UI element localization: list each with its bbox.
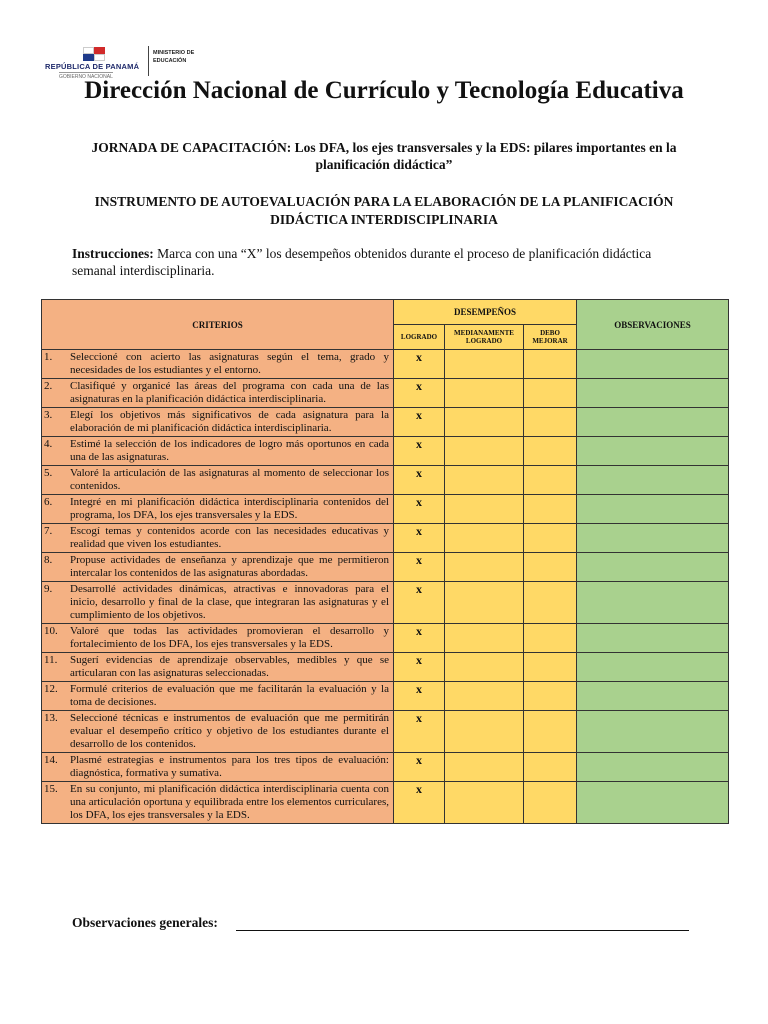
- criterion-cell: [42, 466, 394, 495]
- table-row: [42, 466, 729, 495]
- criterion-text: Valoré la articulación de las asignaturas al momento de seleccionar los contenidos.: [70, 467, 389, 492]
- criterion-cell: [42, 682, 394, 711]
- debo-mejorar-cell[interactable]: [524, 653, 577, 682]
- criterion-number: 8.: [44, 554, 53, 566]
- header-criterios: CRITERIOS: [42, 300, 394, 350]
- criterion-text: Clasifiqué y organicé las áreas del programa con cada una de las asignaturas en la planificación didáctica interdisciplinaria.: [70, 380, 389, 405]
- medianamente-cell[interactable]: [445, 682, 524, 711]
- logrado-cell[interactable]: x: [394, 582, 445, 624]
- table-row: [42, 495, 729, 524]
- logrado-cell[interactable]: x: [394, 782, 445, 824]
- logrado-cell[interactable]: x: [394, 350, 445, 379]
- observaciones-cell[interactable]: [577, 682, 729, 711]
- criterion-number: 1.: [44, 351, 53, 363]
- observaciones-cell[interactable]: [577, 408, 729, 437]
- observaciones-cell[interactable]: [577, 524, 729, 553]
- training-subtitle: JORNADA DE CAPACITACIÓN: Los DFA, los ejes transversales y la EDS: pilares importantes en la planificación didáctica”: [91, 140, 677, 172]
- criterion-text: Formulé criterios de evaluación que me facilitarán la evaluación y la toma de decisiones.: [70, 683, 389, 708]
- medianamente-cell[interactable]: [445, 753, 524, 782]
- medianamente-cell[interactable]: [445, 524, 524, 553]
- medianamente-cell[interactable]: [445, 653, 524, 682]
- criterion-cell: [42, 350, 394, 379]
- table-row: [42, 624, 729, 653]
- medianamente-cell[interactable]: [445, 350, 524, 379]
- debo-mejorar-cell[interactable]: [524, 582, 577, 624]
- observaciones-cell[interactable]: [577, 782, 729, 824]
- debo-mejorar-cell[interactable]: [524, 408, 577, 437]
- logo-government: GOBIERNO NACIONAL: [59, 74, 113, 80]
- criterion-text: En su conjunto, mi planificación didáctica interdisciplinaria cuenta con una articulación oportuna y equilibrada entre los elementos curriculares, los DFA, los ejes transversales y la EDS.: [70, 783, 389, 821]
- medianamente-cell[interactable]: [445, 408, 524, 437]
- table-row: [42, 524, 729, 553]
- header-medianamente: MEDIANAMENTE LOGRADO: [445, 325, 524, 350]
- criterion-text: Sugerí evidencias de aprendizaje observables, medibles y que se articularan con las asignaturas seleccionadas.: [70, 654, 389, 679]
- criterion-text: Seleccioné con acierto las asignaturas según el tema, grado y necesidades de los estudiantes y el entorno.: [70, 351, 389, 376]
- logrado-cell[interactable]: x: [394, 466, 445, 495]
- criterion-number: 11.: [44, 654, 58, 666]
- logrado-cell[interactable]: x: [394, 495, 445, 524]
- logo-ministry-line1: MINISTERIO DE: [153, 50, 195, 56]
- logo-divider: [148, 46, 149, 76]
- debo-mejorar-cell[interactable]: [524, 524, 577, 553]
- observaciones-cell[interactable]: [577, 582, 729, 624]
- medianamente-cell[interactable]: [445, 466, 524, 495]
- observaciones-cell[interactable]: [577, 437, 729, 466]
- criterion-number: 12.: [44, 683, 58, 695]
- debo-mejorar-cell[interactable]: [524, 350, 577, 379]
- observaciones-cell[interactable]: [577, 495, 729, 524]
- debo-mejorar-cell[interactable]: [524, 437, 577, 466]
- observaciones-cell[interactable]: [577, 753, 729, 782]
- observaciones-cell[interactable]: [577, 624, 729, 653]
- table-row: [42, 582, 729, 624]
- logrado-cell[interactable]: x: [394, 379, 445, 408]
- logrado-cell[interactable]: x: [394, 753, 445, 782]
- header-desempenos: DESEMPEÑOS: [394, 300, 577, 325]
- table-row: [42, 753, 729, 782]
- criterion-number: 15.: [44, 783, 58, 795]
- criterion-cell: [42, 582, 394, 624]
- medianamente-cell[interactable]: [445, 437, 524, 466]
- general-observations-label: Observaciones generales:: [72, 915, 218, 930]
- criterion-cell: [42, 653, 394, 682]
- header-observaciones: OBSERVACIONES: [577, 300, 729, 350]
- debo-mejorar-cell[interactable]: [524, 782, 577, 824]
- table-row: [42, 379, 729, 408]
- table-row: [42, 782, 729, 824]
- criterion-cell: [42, 524, 394, 553]
- criterion-text: Plasmé estrategias e instrumentos para los tres tipos de evaluación: diagnóstica, formativa y sumativa.: [70, 754, 389, 779]
- criteria-rows: [42, 350, 729, 824]
- debo-mejorar-cell[interactable]: [524, 379, 577, 408]
- logrado-cell[interactable]: x: [394, 437, 445, 466]
- medianamente-cell[interactable]: [445, 782, 524, 824]
- general-observations-field[interactable]: [236, 930, 689, 931]
- criterion-number: 2.: [44, 380, 53, 392]
- observaciones-cell[interactable]: [577, 653, 729, 682]
- criterion-text: Elegí los objetivos más significativos de cada asignatura para la elaboración de mi planificación didáctica interdisciplinaria.: [70, 409, 389, 434]
- debo-mejorar-cell[interactable]: [524, 753, 577, 782]
- criterion-cell: [42, 437, 394, 466]
- observaciones-cell[interactable]: [577, 350, 729, 379]
- criterion-text: Estimé la selección de los indicadores de logro más oportunos en cada una de las asignaturas.: [70, 438, 389, 463]
- criterion-number: 4.: [44, 438, 53, 450]
- medianamente-cell[interactable]: [445, 379, 524, 408]
- medianamente-cell[interactable]: [445, 624, 524, 653]
- debo-mejorar-cell[interactable]: [524, 495, 577, 524]
- criterion-text: Valoré que todas las actividades promovieran el desarrollo y fortalecimiento de los DFA, los ejes transversales y la EDS.: [70, 625, 389, 650]
- logrado-cell[interactable]: x: [394, 711, 445, 753]
- criterion-number: 9.: [44, 583, 53, 595]
- criterion-cell: [42, 379, 394, 408]
- criterion-cell: [42, 782, 394, 824]
- medianamente-cell[interactable]: [445, 582, 524, 624]
- criterion-cell: [42, 711, 394, 753]
- observaciones-cell[interactable]: [577, 466, 729, 495]
- self-evaluation-table: [41, 299, 729, 824]
- observaciones-cell[interactable]: [577, 711, 729, 753]
- logo-republic: REPÚBLICA DE PANAMÁ: [45, 62, 140, 71]
- observaciones-cell[interactable]: [577, 553, 729, 582]
- criterion-number: 7.: [44, 525, 53, 537]
- criterion-text: Integré en mi planificación didáctica interdisciplinaria contenidos del programa, los DFA, los ejes transversales y la EDS.: [70, 496, 389, 521]
- medianamente-cell[interactable]: [445, 711, 524, 753]
- logrado-cell[interactable]: x: [394, 408, 445, 437]
- criterion-text: Desarrollé actividades dinámicas, atractivas e innovadoras para el inicio, desarrollo y final de la clase, que integraran las asignaturas y el cumplimiento de los objetivos.: [70, 583, 389, 621]
- criterion-cell: [42, 753, 394, 782]
- header-logrado: LOGRADO: [394, 325, 445, 350]
- instructions: [72, 245, 692, 279]
- debo-mejorar-cell[interactable]: [524, 466, 577, 495]
- table-row: [42, 437, 729, 466]
- logrado-cell[interactable]: x: [394, 653, 445, 682]
- criterion-number: 10.: [44, 625, 58, 637]
- logrado-cell[interactable]: x: [394, 524, 445, 553]
- instrument-heading: INSTRUMENTO DE AUTOEVALUACIÓN PARA LA ELABORACIÓN DE LA PLANIFICACIÓN DIDÁCTICA INTERDISCIPLINARIA: [94, 194, 674, 227]
- debo-mejorar-cell[interactable]: [524, 711, 577, 753]
- medianamente-cell[interactable]: [445, 495, 524, 524]
- criterion-number: 3.: [44, 409, 53, 421]
- criterion-cell: [42, 495, 394, 524]
- logo-ministry-line2: EDUCACIÓN: [153, 58, 187, 64]
- criterion-cell: [42, 553, 394, 582]
- table-row: [42, 408, 729, 437]
- table-row: [42, 350, 729, 379]
- instructions-label: Instrucciones:: [72, 246, 154, 261]
- criterion-text: Seleccioné técnicas e instrumentos de evaluación que me permitirán evaluar el desempeño crítico y objetivo de los estudiantes durante el desarrollo de los contenidos.: [70, 712, 389, 750]
- criterion-text: Escogí temas y contenidos acorde con las necesidades educativas y realidad que viven los estudiantes.: [70, 525, 389, 550]
- table-row: [42, 553, 729, 582]
- table-row: [42, 711, 729, 753]
- debo-mejorar-cell[interactable]: [524, 553, 577, 582]
- logrado-cell[interactable]: x: [394, 624, 445, 653]
- debo-mejorar-cell[interactable]: [524, 682, 577, 711]
- criterion-number: 6.: [44, 496, 53, 508]
- table-row: [42, 653, 729, 682]
- criterion-number: 5.: [44, 467, 53, 479]
- observaciones-cell[interactable]: [577, 379, 729, 408]
- panama-flag-icon: [83, 47, 105, 61]
- criterion-cell: [42, 624, 394, 653]
- page-title: Dirección Nacional de Currículo y Tecnología Educativa: [84, 77, 684, 104]
- logo-ministry: [153, 49, 194, 65]
- criterion-number: 14.: [44, 754, 58, 766]
- instructions-text: Marca con una “X” los desempeños obtenidos durante el proceso de planificación didáctica semanal interdisciplinaria.: [72, 246, 652, 278]
- criterion-text: Propuse actividades de enseñanza y aprendizaje que me permitieron intercalar los contenidos de las asignaturas abordadas.: [70, 554, 389, 579]
- debo-mejorar-cell[interactable]: [524, 624, 577, 653]
- table-row: [42, 682, 729, 711]
- criterion-cell: [42, 408, 394, 437]
- header-debo-mejorar: DEBO MEJORAR: [524, 325, 577, 350]
- logrado-cell[interactable]: x: [394, 553, 445, 582]
- medianamente-cell[interactable]: [445, 553, 524, 582]
- logrado-cell[interactable]: x: [394, 682, 445, 711]
- criterion-number: 13.: [44, 712, 58, 724]
